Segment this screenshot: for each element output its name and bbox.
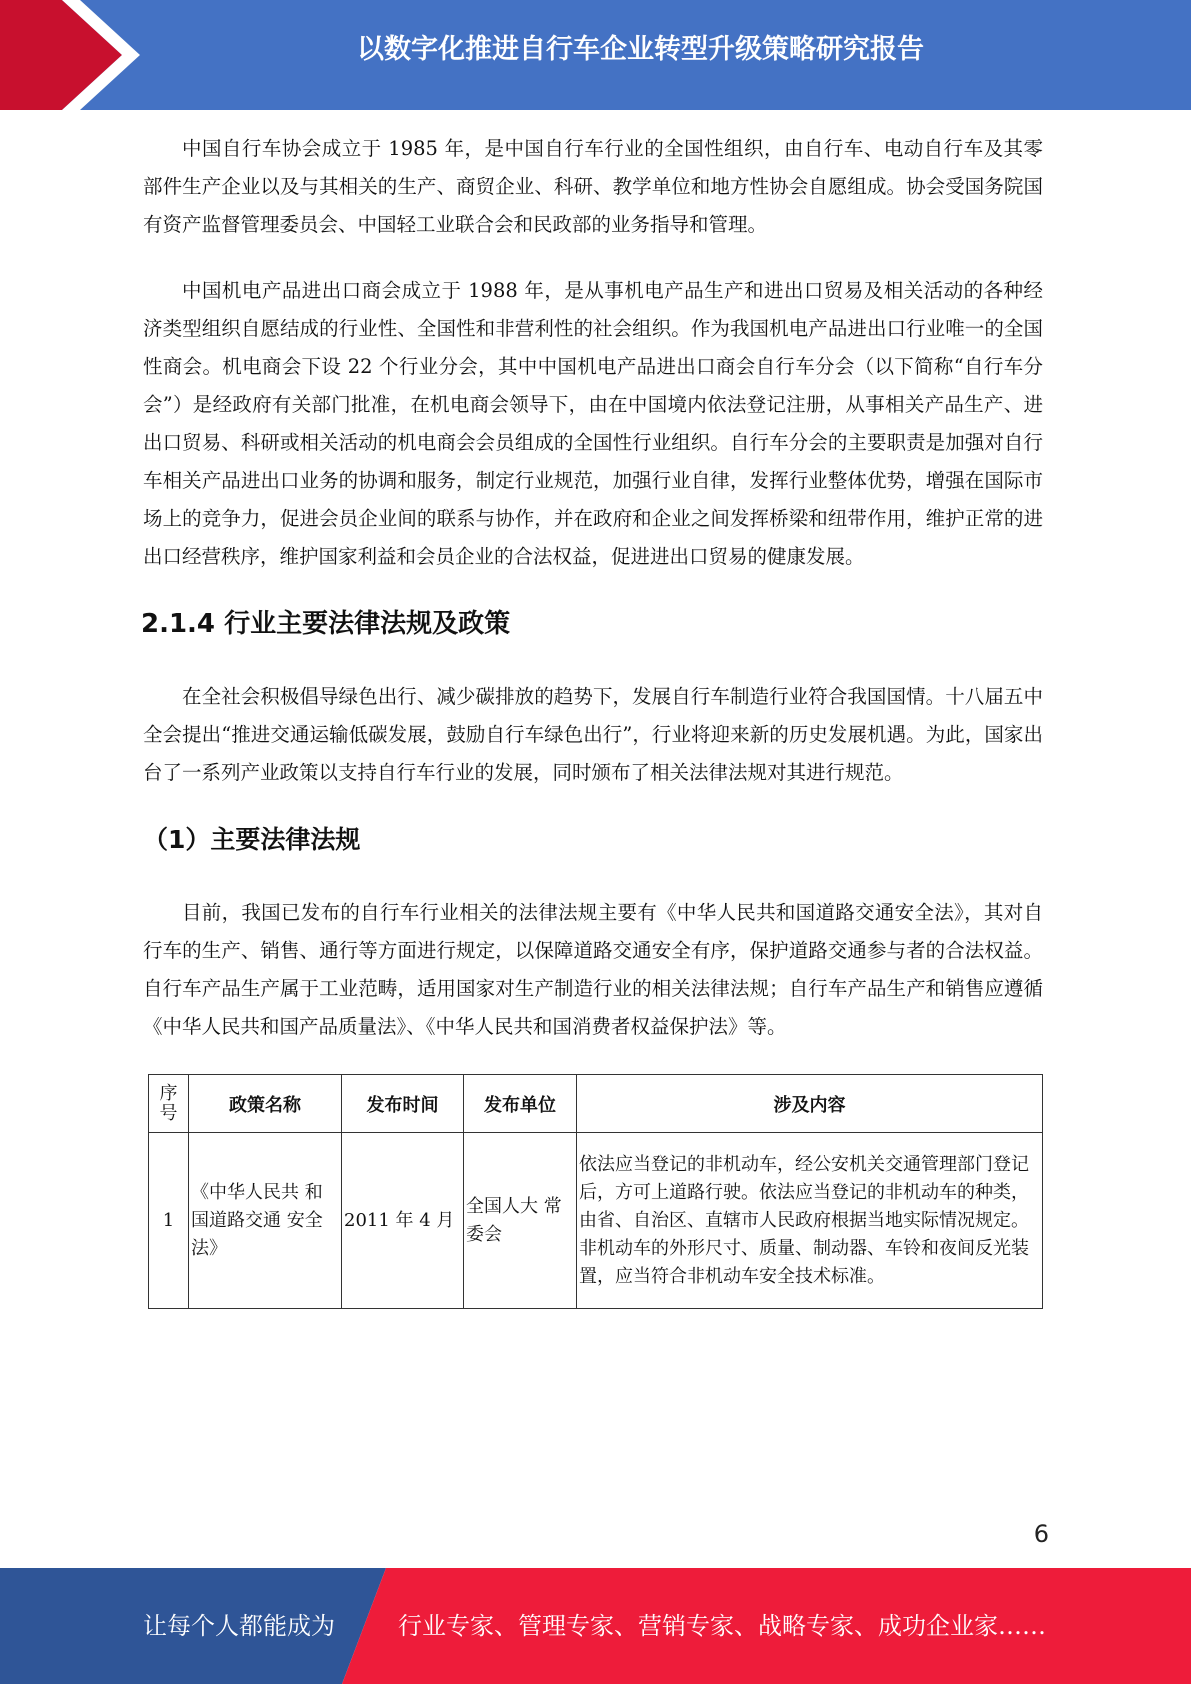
cell-seq: 1: [149, 1133, 189, 1309]
paragraph-policy-intro: 在全社会积极倡导绿色出行、减少碳排放的趋势下，发展自行车制造行业符合我国国情。十八届五中全会提出“推进交通运输低碳发展，鼓励自行车绿色出行”，行业将迎来新的历史发展机遇。为此，国家出台了一系列产业政策以支持自行车行业的发展，同时颁布了相关法律法规对其进行规范。: [143, 685, 1043, 784]
table-header-row: [149, 1075, 1043, 1133]
cell-release-date: 2011 年 4 月: [342, 1133, 464, 1309]
subsection-heading: （1）主要法律法规: [143, 825, 361, 854]
page-number: 6: [1033, 1520, 1049, 1548]
report-title: 以数字化推进自行车企业转型升级策略研究报告: [357, 34, 924, 65]
table-row: [149, 1133, 1043, 1309]
policy-table: [148, 1074, 1043, 1309]
header-release-date: 发布时间: [342, 1075, 464, 1133]
page-content: [143, 130, 1043, 1309]
cell-policy-name: 《中华人民共 和国道路交通 安全法》: [189, 1133, 342, 1309]
page-footer: [0, 1568, 1191, 1684]
paragraph-chamber-of-commerce: 中国机电产品进出口商会成立于 1988 年，是从事机电产品生产和进出口贸易及相关活动的各种经济类型组织自愿结成的行业性、全国性和非营利性的社会组织。作为我国机电产品进出口行业唯一的全国性商会。机电商会下设 22 个行业分会，其中中国机电产品进出口商会自行车分会（以下简称“自行车分会”）是经政府有关部门批准，在机电商会领导下，由在中国境内依法登记注册，从事相关产品生产、进出口贸易、科研或相关活动的机电商会会员组成的全国性行业组织。自行车分会的主要职责是加强对自行车相关产品进出口业务的协调和服务，制定行业规范，加强行业自律，发挥行业整体优势，增强在国际市场上的竞争力，促进会员企业间的联系与协作，并在政府和企业之间发挥桥梁和纽带作用，维护正常的进出口经营秩序，维护国家利益和会员企业的合法权益，促进进出口贸易的健康发展。: [143, 279, 1043, 568]
paragraph-bicycle-association: 中国自行车协会成立于 1985 年，是中国自行车行业的全国性组织，由自行车、电动自行车及其零部件生产企业以及与其相关的生产、商贸企业、科研、教学单位和地方性协会自愿组成。协会受国务院国有资产监督管理委员会、中国轻工业联合会和民政部的业务指导和管理。: [143, 137, 1043, 236]
header-seq: 序号: [149, 1075, 189, 1133]
header-policy-name: 政策名称: [189, 1075, 342, 1133]
header-content: 涉及内容: [577, 1075, 1043, 1133]
header-issuer: 发布单位: [464, 1075, 577, 1133]
footer-slogan-right: 行业专家、管理专家、营销专家、战略专家、成功企业家……: [398, 1612, 1046, 1640]
paragraph-laws: 目前，我国已发布的自行车行业相关的法律法规主要有《中华人民共和国道路交通安全法》，其对自行车的生产、销售、通行等方面进行规定，以保障道路交通安全有序，保护道路交通参与者的合法权益。自行车产品生产属于工业范畴，适用国家对生产制造行业的相关法律法规；自行车产品生产和销售应遵循《中华人民共和国产品质量法》、《中华人民共和国消费者权益保护法》等。: [143, 901, 1043, 1038]
footer-slogan-left: 让每个人都能成为: [143, 1612, 335, 1640]
page-header: [0, 0, 1191, 110]
cell-issuer: 全国人大 常委会: [464, 1133, 577, 1309]
cell-content: 依法应当登记的非机动车，经公安机关交通管理部门登记后，方可上道路行驶。依法应当登记的非机动车的种类，由省、自治区、直辖市人民政府根据当地实际情况规定。非机动车的外形尺寸、质量、制动器、车铃和夜间反光装置，应当符合非机动车安全技术标准。: [577, 1133, 1043, 1309]
section-heading: 2.1.4 行业主要法律法规及政策: [141, 609, 511, 639]
